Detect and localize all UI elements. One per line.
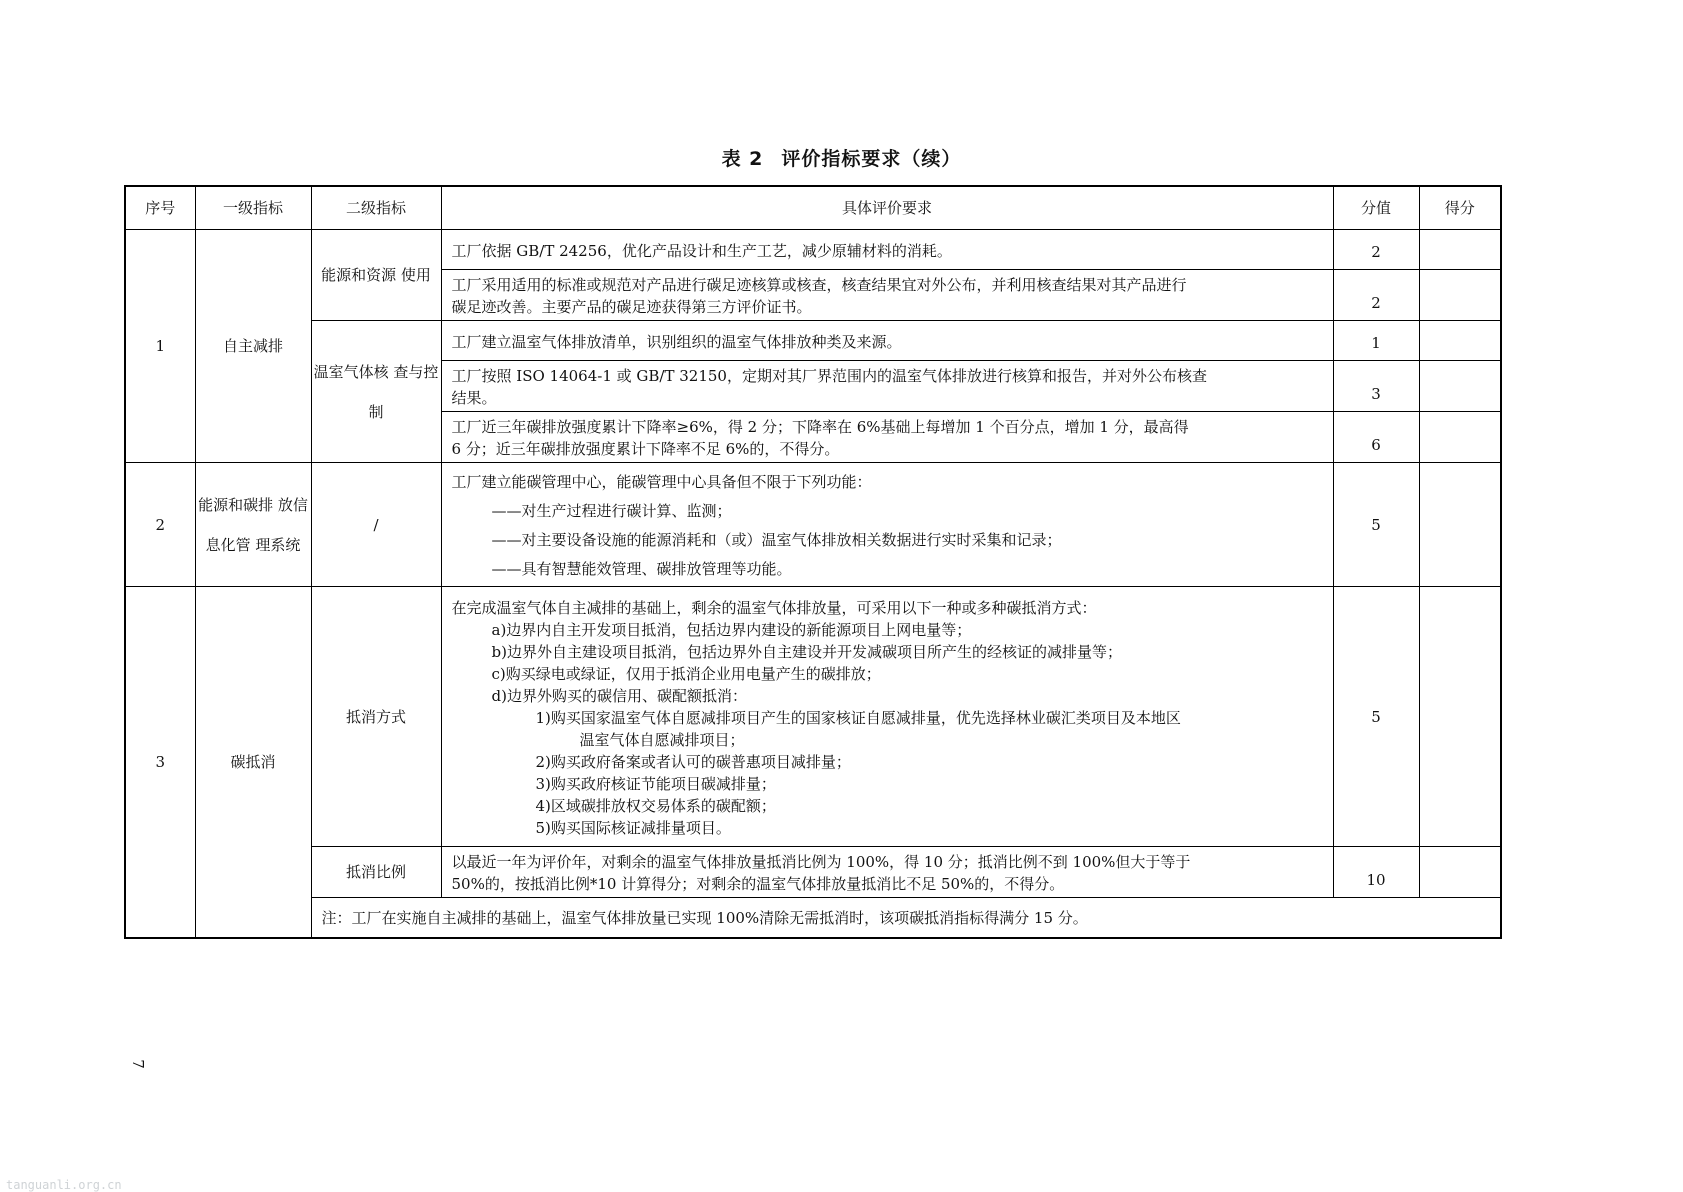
table-note: 注：工厂在实施自主减排的基础上，温室气体排放量已实现 100%清除无需抵消时，该项碳抵消指标得满分 15 分。 bbox=[311, 898, 1501, 938]
table-title bbox=[0, 144, 1683, 171]
obtained-score-cell bbox=[1419, 412, 1501, 463]
requirement-text: 工厂建立温室气体排放清单，识别组织的温室气体排放种类及来源。 bbox=[441, 321, 1333, 361]
obtained-score-cell bbox=[1419, 321, 1501, 361]
watermark: tanguanli.org.cn bbox=[6, 1178, 122, 1192]
header-requirement: 具体评价要求 bbox=[441, 186, 1333, 230]
header-level2: 二级指标 bbox=[311, 186, 441, 230]
score-value: 2 bbox=[1333, 230, 1419, 270]
obtained-score-cell bbox=[1419, 847, 1501, 898]
level2-indicator: 温室气体核 查与控制 bbox=[311, 321, 441, 463]
requirement-text: 在完成温室气体自主减排的基础上，剩余的温室气体排放量，可采用以下一种或多种碳抵消方式： a)边界内自主开发项目抵消，包括边界内建设的新能源项目上网电量等； b)边界外自主建设项目抵消，包括边界外自主建设并开发减碳项目所产生的经核证的减排量等； c)购买绿电或绿证，仅用于抵消企业用电量产生的碳排放； d)边界外购买的碳信用、碳配额抵消： 1)购买国家温室气体自愿减排项目产生的国家核证自愿减排量，优先选择林业碳汇类项目及本地区 温室气体自愿减排项目； 2)购买政府备案或者认可的碳普惠项目减排量； 3)购买政府核证节能项目碳减排量； 4)区域碳排放权交易体系的碳配额； 5)购买国际核证减排量项目。 bbox=[441, 587, 1333, 847]
level1-indicator: 碳抵消 bbox=[195, 587, 311, 938]
level2-indicator: / bbox=[311, 463, 441, 587]
requirement-text: 工厂建立能碳管理中心，能碳管理中心具备但不限于下列功能： ——对生产过程进行碳计算、监测； ——对主要设备设施的能源消耗和（或）温室气体排放相关数据进行实时采集和记录； ——具有智慧能效管理、碳排放管理等功能。 bbox=[441, 463, 1333, 587]
evaluation-table bbox=[124, 185, 1502, 939]
requirement-text: 工厂近三年碳排放强度累计下降率≥6%，得 2 分；下降率在 6%基础上每增加 1 个百分点，增加 1 分，最高得 6 分；近三年碳排放强度累计下降率不足 6%的，不得分。 bbox=[441, 412, 1333, 463]
obtained-score-cell bbox=[1419, 587, 1501, 847]
level2-indicator: 抵消方式 bbox=[311, 587, 441, 847]
level2-indicator: 抵消比例 bbox=[311, 847, 441, 898]
obtained-score-cell bbox=[1419, 270, 1501, 321]
row-number: 2 bbox=[125, 463, 195, 587]
level1-indicator: 自主减排 bbox=[195, 230, 311, 463]
score-value: 2 bbox=[1333, 270, 1419, 321]
requirement-text: 以最近一年为评价年，对剩余的温室气体排放量抵消比例为 100%，得 10 分；抵消比例不到 100%但大于等于 50%的，按抵消比例*10 计算得分；对剩余的温室气体排放量抵消比不足 50%的，不得分。 bbox=[441, 847, 1333, 898]
score-value: 6 bbox=[1333, 412, 1419, 463]
requirement-text: 工厂采用适用的标准或规范对产品进行碳足迹核算或核查，核查结果宜对外公布，并利用核查结果对其产品进行 碳足迹改善。主要产品的碳足迹获得第三方评价证书。 bbox=[441, 270, 1333, 321]
obtained-score-cell bbox=[1419, 230, 1501, 270]
table-row bbox=[125, 321, 1501, 361]
level1-indicator: 能源和碳排 放信息化管 理系统 bbox=[195, 463, 311, 587]
table-row bbox=[125, 230, 1501, 270]
header-row bbox=[125, 186, 1501, 230]
header-level1: 一级指标 bbox=[195, 186, 311, 230]
obtained-score-cell bbox=[1419, 463, 1501, 587]
score-value: 5 bbox=[1333, 463, 1419, 587]
level2-indicator: 能源和资源 使用 bbox=[311, 230, 441, 321]
page-number: 7 bbox=[128, 1059, 147, 1069]
header-score: 分值 bbox=[1333, 186, 1419, 230]
row-number: 1 bbox=[125, 230, 195, 463]
obtained-score-cell bbox=[1419, 361, 1501, 412]
header-no: 序号 bbox=[125, 186, 195, 230]
requirement-text: 工厂依据 GB/T 24256，优化产品设计和生产工艺，减少原辅材料的消耗。 bbox=[441, 230, 1333, 270]
requirement-text: 工厂按照 ISO 14064-1 或 GB/T 32150，定期对其厂界范围内的温室气体排放进行核算和报告，并对外公布核查 结果。 bbox=[441, 361, 1333, 412]
table-row bbox=[125, 587, 1501, 847]
table-number: 表 2 bbox=[721, 148, 764, 170]
table-row bbox=[125, 463, 1501, 587]
header-obtained: 得分 bbox=[1419, 186, 1501, 230]
table-caption: 评价指标要求（续） bbox=[781, 148, 962, 170]
score-value: 1 bbox=[1333, 321, 1419, 361]
score-value: 5 bbox=[1333, 587, 1419, 847]
table-row bbox=[125, 898, 1501, 938]
score-value: 10 bbox=[1333, 847, 1419, 898]
row-number: 3 bbox=[125, 587, 195, 938]
table-row bbox=[125, 847, 1501, 898]
score-value: 3 bbox=[1333, 361, 1419, 412]
